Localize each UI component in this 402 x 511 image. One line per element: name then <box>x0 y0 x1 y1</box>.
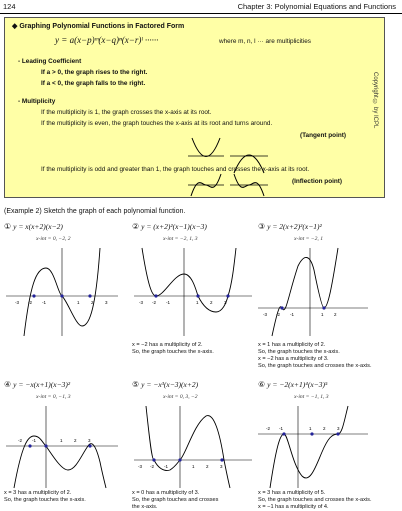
p6-note-3: x = −1 has a multiplicity of 4. <box>258 504 329 510</box>
mult-heading: - Multiplicity <box>18 98 56 105</box>
mult-even: If the multiplicity is even, the graph touches the x-axis at its root and turns around. <box>41 120 273 127</box>
graph-5 <box>134 404 254 488</box>
p2-note-2: So, the graph touches the x-axis. <box>132 349 214 355</box>
problem-6-xint: x-int = −1, 1, 3 <box>294 394 329 400</box>
graph-3 <box>258 246 370 336</box>
copyright: Copyright © by ICPL <box>372 72 378 129</box>
g3-tick-m3: -3 <box>263 312 268 317</box>
problem-4-equation: y = −x(x+1)(x−3)² <box>13 380 71 389</box>
leading-rise: If a > 0, the graph rises to the right. <box>41 69 148 76</box>
g6-tick-m1: -1 <box>279 426 284 431</box>
problem-4-number: ④ <box>4 380 12 389</box>
p6-note-2: So, the graph touches and crosses the x-axis. <box>258 497 372 503</box>
g6-tick-3: 3 <box>337 426 340 431</box>
problem-5 <box>132 380 198 389</box>
p6-note-1: x = 3 has a multiplicity of 5. <box>258 490 326 496</box>
g6-tick-m2: -2 <box>266 426 271 431</box>
p5-note-1: x = 0 has a multiplicity of 3. <box>132 490 200 496</box>
problem-3-xint: x-int = −2, 1 <box>294 236 323 242</box>
problem-5-notes <box>132 490 218 511</box>
inflection-label: (Inflection point) <box>292 178 343 185</box>
g2-tick-2: 2 <box>210 300 213 305</box>
problem-5-xint: x-int = 0, 3, −2 <box>163 394 198 400</box>
problem-4-notes <box>4 490 86 504</box>
g1-tick-m3: -3 <box>15 300 20 305</box>
p2-note-1: x = −2 has a multiplicity of 2. <box>132 342 203 348</box>
g5-tick-3: 3 <box>220 464 223 469</box>
g5-tick-2: 2 <box>206 464 209 469</box>
problem-2-notes <box>132 342 214 356</box>
g2-tick-m2: -2 <box>152 300 157 305</box>
diamond-icon: ◆ <box>12 23 18 30</box>
problem-2-equation: y = (x+2)²(x−1)(x−3) <box>141 222 207 231</box>
leading-heading: - Leading Coefficient <box>18 58 82 65</box>
p5-note-3: the x-axis. <box>132 504 158 510</box>
p3-note-1: x = 1 has a multiplicity of 2. <box>258 342 326 348</box>
problem-6-number: ⑥ <box>258 380 266 389</box>
graph-6 <box>258 404 370 488</box>
problem-6-notes <box>258 490 372 511</box>
g5-tick-m1: -1 <box>164 464 169 469</box>
g4-tick-m1: -1 <box>32 438 37 443</box>
p4-note-1: x = 3 has a multiplicity of 2. <box>4 490 72 496</box>
page-number: 124 <box>3 2 16 11</box>
problem-6 <box>258 380 328 389</box>
problem-1-equation: y = x(x+2)(x−2) <box>13 222 63 231</box>
problem-2-number: ② <box>132 222 140 231</box>
graph-1 <box>6 246 121 336</box>
problem-1 <box>4 222 63 231</box>
problem-6-equation: y = −2(x+1)⁴(x−3)⁵ <box>267 380 328 389</box>
g1-tick-2: 2 <box>91 300 94 305</box>
problem-2 <box>132 222 207 231</box>
graph-4 <box>6 404 121 488</box>
box-title-row <box>12 22 184 30</box>
g4-tick-2: 2 <box>74 438 77 443</box>
g1-tick-1: 1 <box>77 300 80 305</box>
g6-tick-2: 2 <box>323 426 326 431</box>
g5-tick-m3: -3 <box>138 464 143 469</box>
leading-fall: If a < 0, the graph falls to the right. <box>41 80 146 87</box>
summary-box <box>4 17 385 198</box>
problem-5-number: ⑤ <box>132 380 140 389</box>
g1-tick-m1: -1 <box>42 300 47 305</box>
problem-1-xint: x-int = 0, −2, 2 <box>36 236 71 242</box>
g2-tick-m1: -1 <box>166 300 171 305</box>
g1-tick-3: 3 <box>105 300 108 305</box>
g4-tick-1: 1 <box>60 438 63 443</box>
g4-tick-3: 3 <box>88 438 91 443</box>
g2-tick-m3: -3 <box>139 300 144 305</box>
problem-3-number: ③ <box>258 222 266 231</box>
p3-note-3: x = −2 has a multiplicity of 3. <box>258 356 329 362</box>
problem-2-xint: x-int = −2, 1, 3 <box>163 236 198 242</box>
g5-tick-1: 1 <box>192 464 195 469</box>
p3-note-2: So, the graph touches the x-axis. <box>258 349 340 355</box>
g1-tick-m2: -2 <box>28 300 33 305</box>
g3-tick-m1: -1 <box>290 312 295 317</box>
graph-2 <box>134 246 254 336</box>
general-formula: y = a(x−p)ᵐ(x−q)ⁿ(x−r)ˡ ······ <box>55 35 159 45</box>
problem-3 <box>258 222 322 231</box>
problem-4-xint: x-int = 0, −1, 3 <box>36 394 71 400</box>
mult-odd: If the multiplicity is odd and greater than 1, the graph touches and crosses the x-axis at its root. <box>41 166 310 173</box>
chapter-title: Chapter 3: Polynomial Equations and Functions <box>237 2 396 11</box>
problem-3-notes <box>258 342 372 370</box>
tangent-label: (Tangent point) <box>300 132 347 139</box>
p4-note-2: So, the graph touches the x-axis. <box>4 497 86 503</box>
formula-note: where m, n, l ··· are multiplicities <box>219 38 311 45</box>
g3-tick-2: 2 <box>334 312 337 317</box>
box-title: Graphing Polynomial Functions in Factored Form <box>19 23 185 30</box>
problem-5-equation: y = −x³(x−3)(x+2) <box>141 380 199 389</box>
example-title: (Example 2) Sketch the graph of each polynomial function. <box>4 208 186 215</box>
g3-tick-m2: -2 <box>276 312 281 317</box>
header-rule <box>0 13 402 14</box>
g2-tick-3: 3 <box>224 300 227 305</box>
p5-note-2: So, the graph touches and crosses <box>132 497 219 503</box>
problem-1-number: ① <box>4 222 12 231</box>
g2-tick-1: 1 <box>196 300 199 305</box>
problem-4 <box>4 380 70 389</box>
g5-tick-m2: -2 <box>150 464 155 469</box>
page-header <box>0 0 402 14</box>
mult-one: If the multiplicity is 1, the graph crosses the x-axis at its root. <box>41 109 212 116</box>
g6-tick-1: 1 <box>309 426 312 431</box>
inflection-sketches <box>188 173 268 197</box>
problem-3-equation: y = 2(x+2)²(x−1)² <box>267 222 322 231</box>
g4-tick-m2: -2 <box>18 438 23 443</box>
p3-note-4: So, the graph touches and crosses the x-axis. <box>258 363 372 369</box>
g3-tick-1: 1 <box>321 312 324 317</box>
